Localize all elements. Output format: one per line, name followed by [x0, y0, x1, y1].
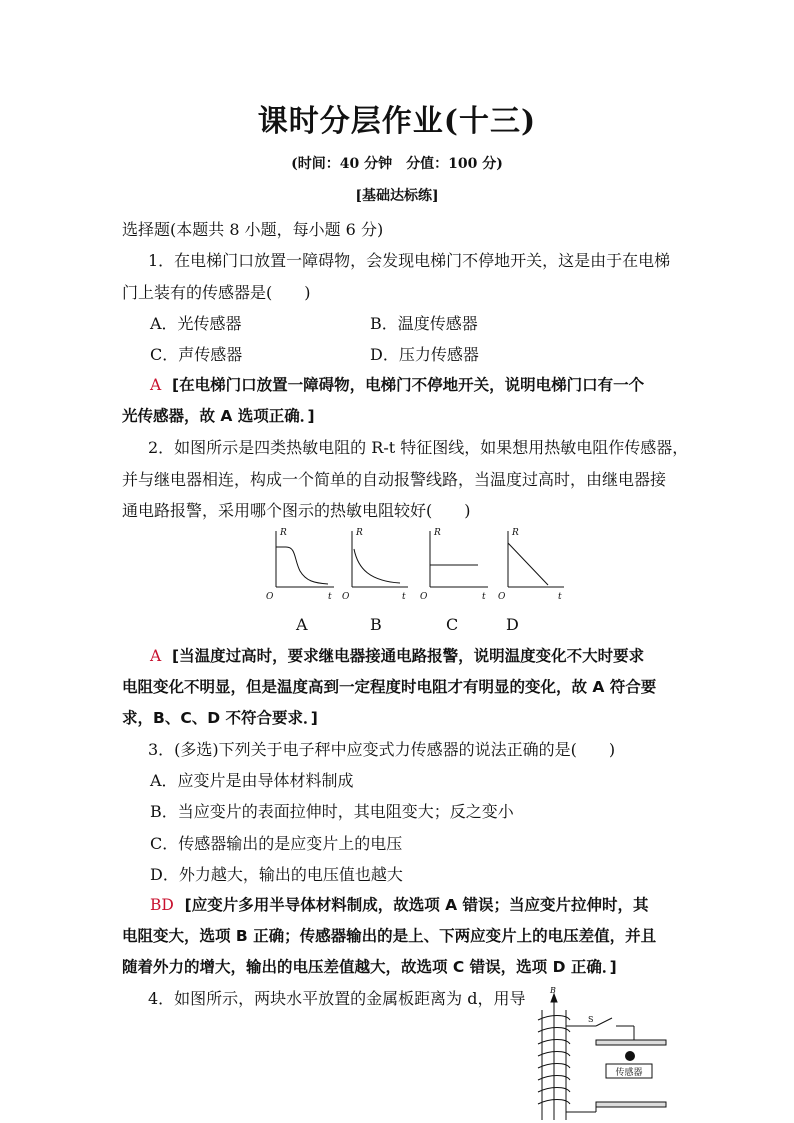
q3-answer: BD	[150, 896, 174, 914]
q3-option-d: D．外力越大，输出的电压值也越大	[150, 865, 403, 884]
q3-option-c: C．传感器输出的是应变片上的电压	[150, 834, 403, 853]
q2-line-1: 2．如图所示是四类热敏电阻的 R-t 特征图线，如果想用热敏电阻作传感器，	[148, 438, 689, 457]
graph-a-origin: O	[266, 592, 274, 602]
q2-answer: A	[150, 647, 162, 665]
q1-explanation-line-2: 光传感器，故 A 选项正确．]	[122, 407, 315, 425]
rt-graphs	[262, 525, 572, 610]
field-b-label: B	[550, 986, 556, 995]
graph-d-t-label: t	[558, 592, 562, 602]
q3-explanation-text-1: [应变片多用半导体材料制成，故选项 A 错误；当应变片拉伸时，其	[184, 896, 649, 914]
q4-line-1: 4．如图所示，两块水平放置的金属板距离为 d，用导	[148, 989, 526, 1008]
graph-label-d: D	[506, 615, 519, 634]
q1-explanation-text-1: [在电梯门口放置一障碍物，电梯门不停地开关，说明电梯门口有一个	[172, 376, 645, 394]
graph-label-b: B	[370, 615, 382, 634]
q3-explanation-line-3: 随着外力的增大，输出的电压差值越大，故选项 C 错误，选项 D 正确．]	[122, 958, 617, 976]
q2-line-3: 通电路报警，采用哪个图示的热敏电阻较好( )	[122, 501, 471, 520]
graph-label-c: C	[446, 615, 459, 634]
q2-explanation-line-2: 电阻变化不明显，但是温度高到一定程度时电阻才有明显的变化，故 A 符合要	[122, 678, 657, 696]
graph-b-t-label: t	[402, 592, 406, 602]
graph-b-origin: O	[342, 592, 350, 602]
graph-c-r-label: R	[434, 528, 441, 538]
q2-explanation-line-1	[150, 644, 644, 666]
q2-line-2: 并与继电器相连，构成一个简单的自动报警线路，当温度过高时，由继电器接	[122, 470, 667, 489]
q3-line-1: 3．(多选)下列关于电子秤中应变式力传感器的说法正确的是( )	[148, 740, 616, 759]
switch-s-label: S	[588, 1015, 594, 1024]
q3-explanation-line-2: 电阻变大，选项 B 正确；传感器输出的是上、下两应变片上的电压差值，并且	[122, 927, 657, 945]
sensor-label: 传感器	[615, 1068, 643, 1078]
q2-explanation-line-3: 求，B、C、D 不符合要求．]	[122, 709, 318, 727]
graph-c-origin: O	[420, 592, 428, 602]
question-intro: 选择题(本题共 8 小题，每小题 6 分)	[122, 220, 384, 239]
graph-b-r-label: R	[356, 528, 363, 538]
graph-a-t-label: t	[328, 592, 332, 602]
graph-c	[430, 531, 488, 587]
graph-a-r-label: R	[280, 528, 287, 538]
q1-line-1: 1．在电梯门口放置一障碍物，会发现电梯门不停地开关，这是由于在电梯	[148, 251, 671, 270]
q4-circuit-figure	[520, 984, 670, 1120]
charged-droplet	[625, 1051, 635, 1061]
graph-b	[352, 531, 408, 587]
q1-option-a: A．光传感器	[150, 314, 242, 333]
time-score-info: (时间：40 分钟 分值：100 分)	[291, 156, 503, 172]
q1-line-2: 门上装有的传感器是( )	[122, 283, 311, 302]
graph-d-r-label: R	[512, 528, 519, 538]
q1-option-d: D．压力传感器	[370, 345, 479, 364]
q1-explanation-line-1	[150, 373, 644, 395]
page-title: 课时分层作业(十三)	[257, 104, 537, 139]
section-heading: [基础达标练]	[355, 188, 439, 204]
graph-label-a: A	[296, 615, 308, 634]
q2-explanation-text-1: [当温度过高时，要求继电器接通电路报警，说明温度变化不大时要求	[172, 647, 645, 665]
q1-option-b: B．温度传感器	[370, 314, 478, 333]
q1-option-c: C．声传感器	[150, 345, 243, 364]
graph-d	[508, 531, 564, 587]
graph-c-t-label: t	[482, 592, 486, 602]
q3-option-a: A．应变片是由导体材料制成	[150, 771, 354, 790]
q3-explanation-line-1	[150, 893, 649, 915]
q1-answer: A	[150, 376, 162, 394]
q3-option-b: B．当应变片的表面拉伸时，其电阻变大；反之变小	[150, 802, 514, 821]
graph-a	[276, 531, 334, 587]
graph-d-origin: O	[498, 592, 506, 602]
